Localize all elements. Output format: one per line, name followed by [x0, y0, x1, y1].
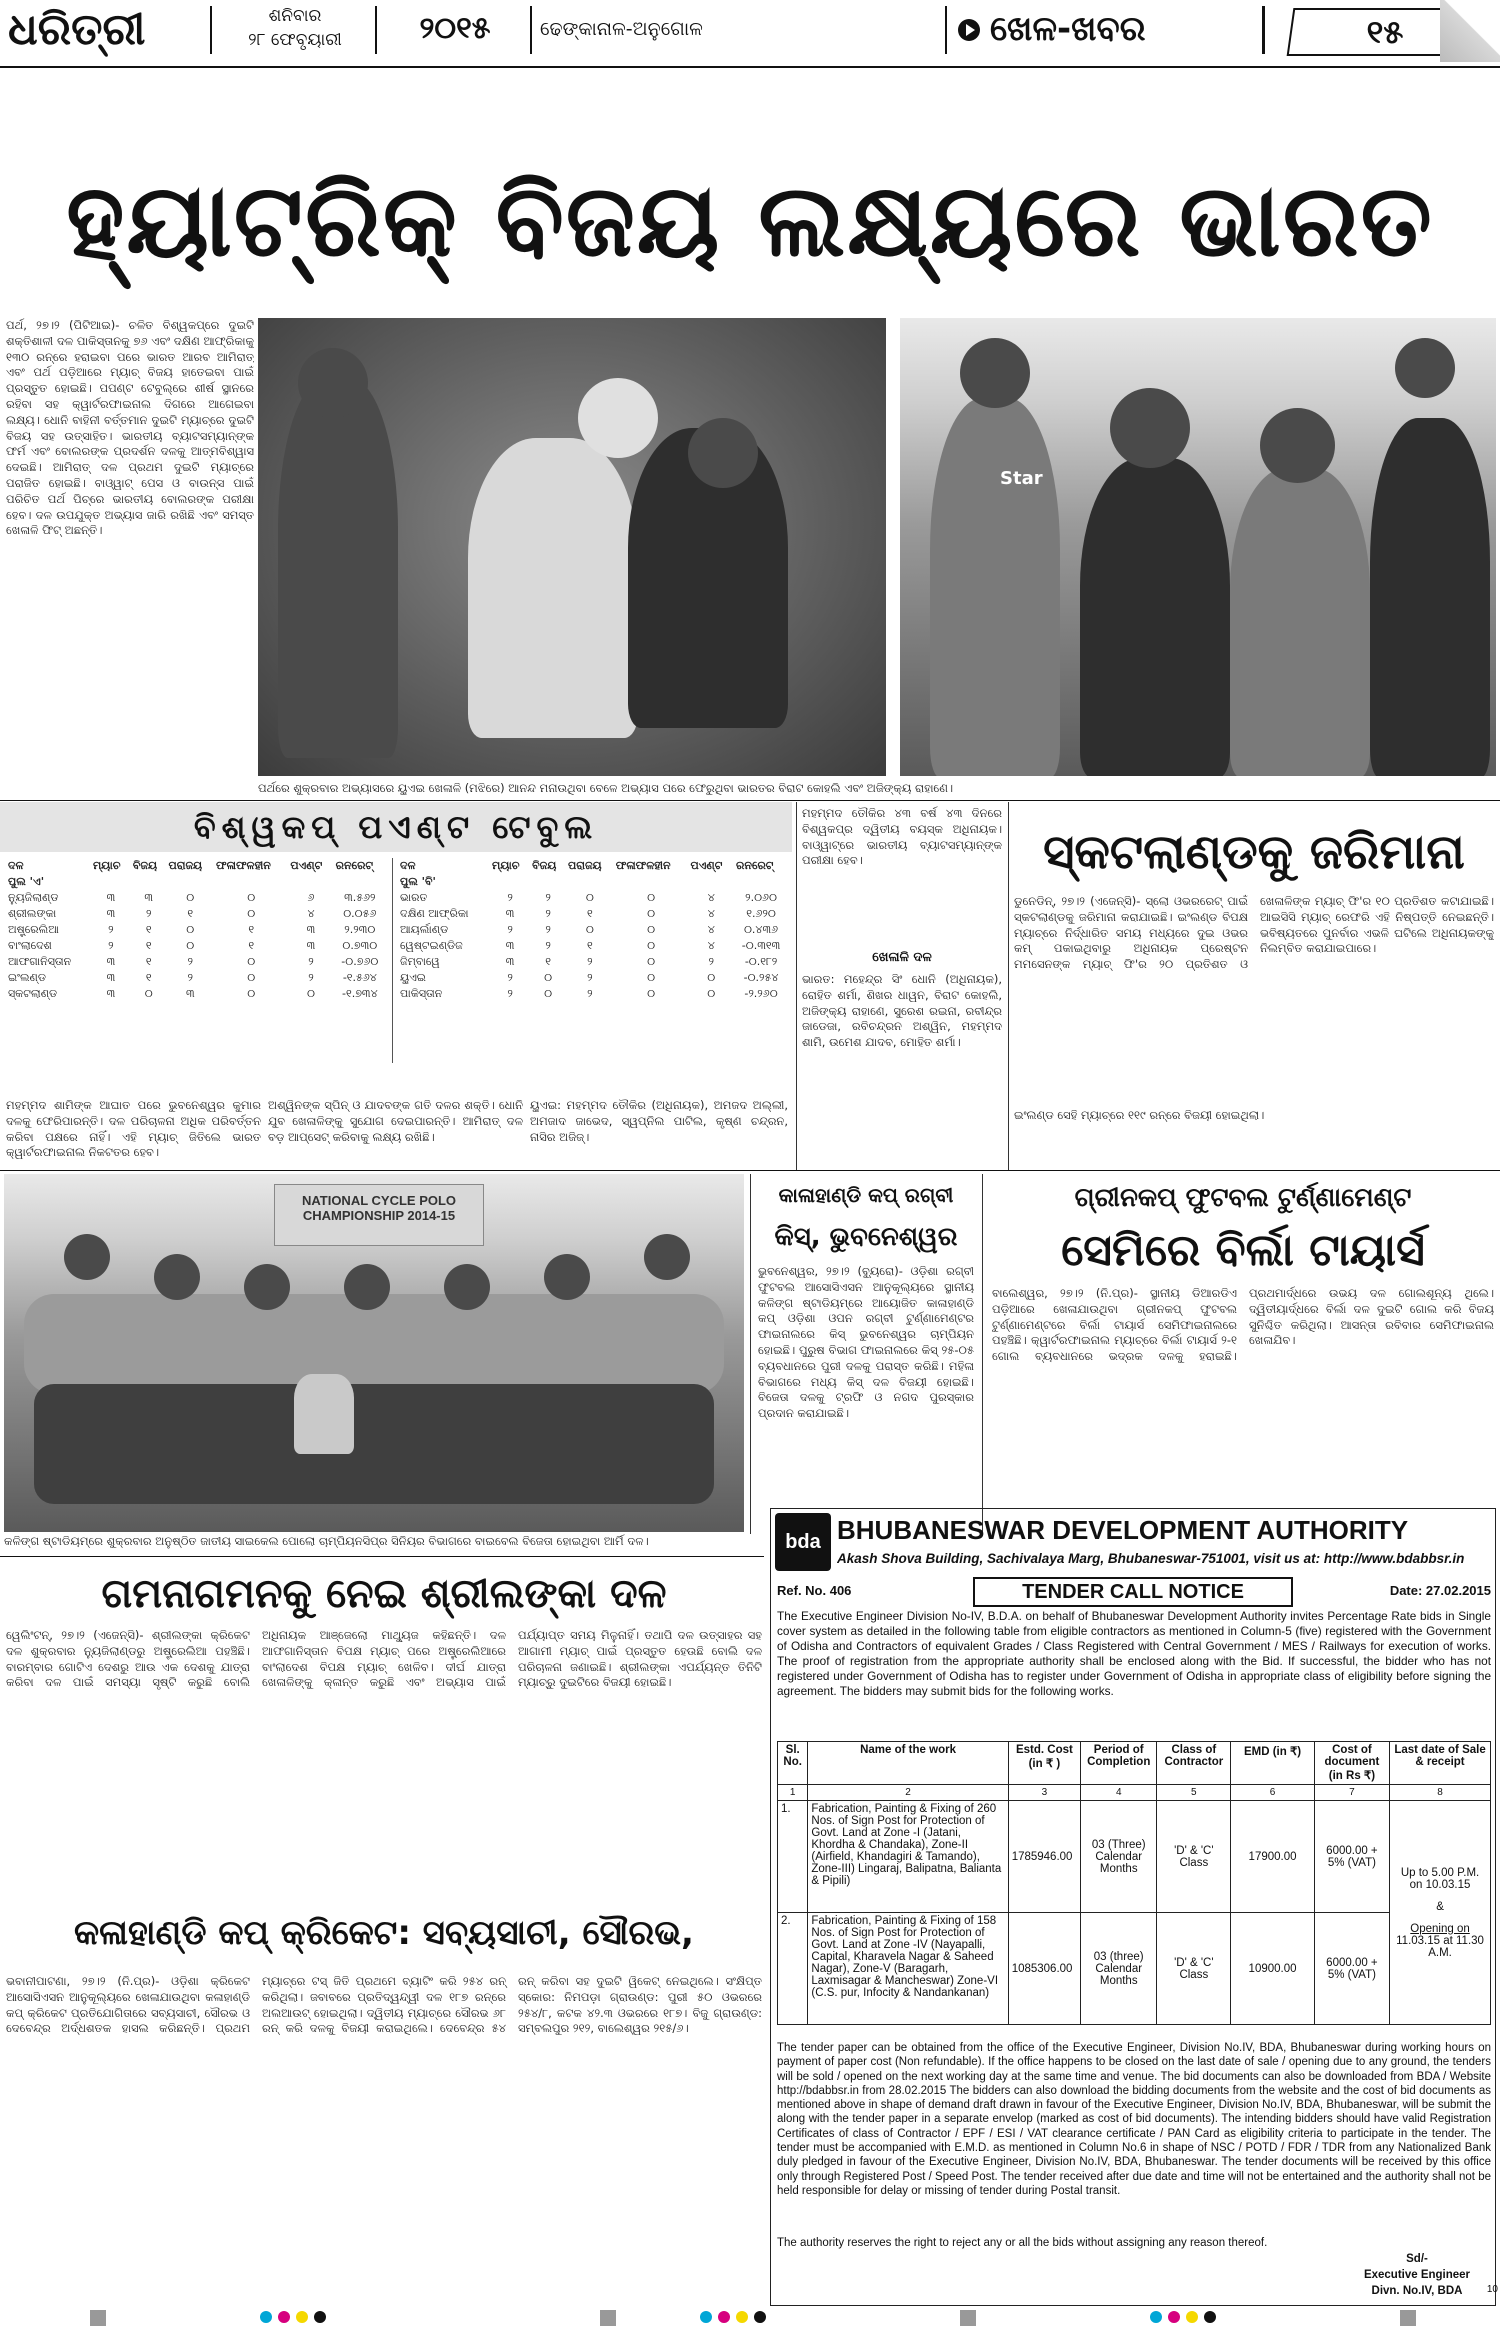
points-header: ଫଳାଫଳହୀନ	[615, 859, 671, 872]
team-name: ଜିମ୍ବାୱେ	[400, 955, 440, 968]
table-row	[398, 922, 788, 938]
cmyk-dots	[260, 2311, 350, 2325]
team-stat: ୦.୭୩୦	[342, 939, 378, 952]
col-num: 6	[1231, 1785, 1314, 1801]
greencup-body: ବାଲେଶ୍ୱର, ୨୭।୨ (ନି.ପ୍ର)- ସ୍ଥାନୀୟ ଡିଆରଡିଏ ପଡ଼ିଆରେ ଖେଳାଯାଉଥିବା ଗ୍ରୀନକପ୍ ଫୁଟବଲ ଟୁର୍ଣ୍ଣାମେଣ୍ଟରେ ବିର୍ଲା ଟାୟାର୍ସ ସେମିଫାଇନାଲରେ ପହଞ୍ଚିଛି। କ୍ୱାର୍ଟରଫାଇନାଲ ମ୍ୟାଚ୍‌ରେ ବିର୍ଲା ଟାୟାର୍ସ ୨-୧ ଗୋଲ ବ୍ୟବଧାନରେ ଭଦ୍ରକ ଦଳକୁ ହରାଇଛି। ପ୍ରଥମାର୍ଦ୍ଧରେ ଉଭୟ ଦଳ ଗୋଲଶୂନ୍ୟ ଥିଲେ। ଦ୍ୱିତୀୟାର୍ଦ୍ଧରେ ବିର୍ଲା ଦଳ ଦୁଇଟି ଗୋଲ କରି ବିଜୟ ସୁନିଶ୍ଚିତ କରିଥିଲା। ଆସନ୍ତା ରବିବାର ସେମିଫାଇନାଲ ଖେଳାଯିବ।	[992, 1286, 1494, 1364]
team-stat: ୪	[707, 939, 715, 952]
team-stat: ୦	[647, 891, 656, 904]
table-row	[6, 986, 386, 1002]
bda-footer: The tender paper can be obtained from the office of the Executive Engineer, Division No.IV, BDA, Bhubaneswar during working hours on payment of paper cost (Non refundable). If the office happens to be closed on the last date of sale / opening due to any ground, the tenders will be sold / opened on the next working day at the same time and venue. The bid documents can also be downloaded from BDA / Website http://bdabbsr.in from 28.02.2015 The bidders can also download the bidding documents from the website and the cost of bid documents as mentioned above in shape of demand draft drawn in favour of the Executive Engineer, Division No.IV, BDA, Bhubaneswar, will be submit the along with the tender paper in a separate envelop (marked as cost of bid documents). The intending bidders should have valid Registration Certificates of class of Contractor / EPF / ESI / VAT clearance certificate / PAN Card as eligibility criteria to participate in the tender. The tender must be accompanied with E.M.D. as mentioned in Column No.6 in shape of NSC / POTD / FDR / TDR from any Nationalized Bank duly pledged in favour of the Executive Engineer, Division No.IV, BDA, Bhubaneswar. The tender documents will be received by this office only through Registered Post / Speed Post. The tender received after due date and time will not be entertained and the authority shall not be held responsible for delay or missing of tender during Postal transit.	[777, 2042, 1491, 2197]
divider	[375, 6, 377, 54]
vertical-rule	[1008, 802, 1009, 1170]
team-stat: ୧	[145, 923, 152, 936]
row-doc: 6000.00 + 5% (VAT)	[1314, 1913, 1389, 2025]
team-stat: ୨	[507, 987, 513, 1000]
team-stat: ୦	[144, 987, 153, 1000]
team-stat: ୩	[106, 891, 116, 904]
bda-ref: Ref. No. 406	[777, 1583, 852, 1598]
col-num: 8	[1390, 1785, 1491, 1801]
row-last-date	[1390, 1801, 1491, 2025]
page-marker: 10	[1486, 2284, 1498, 2295]
team-name: ବାଂଲାଦେଶ	[8, 939, 52, 952]
table-row	[6, 922, 386, 938]
col-sl: Sl. No.	[778, 1742, 808, 1785]
team-stat: ୬	[307, 891, 315, 904]
team-stat: ୪	[307, 907, 315, 920]
team-stat: ୩	[505, 907, 515, 920]
photo-cycle-polo	[4, 1174, 744, 1532]
jersey-text: Star	[1000, 468, 1043, 489]
team-stat: ୨	[507, 971, 513, 984]
india-squad: ଭାରତ: ମହେନ୍ଦ୍ର ସିଂ ଧୋନି (ଅଧିନାୟକ), ରୋହିତ ଶର୍ମା, ଶିଖର ଧାୱନ, ବିରାଟ କୋହଲି, ଅଜିଙ୍କ୍ୟ ରାହାଣେ, ସୁରେଶ ରଇନା, ରବୀନ୍ଦ୍ର ଜାଡେଜା, ରବିଚନ୍ଦ୍ରନ ଅଶ୍ୱିନ, ମହମ୍ମଦ ଶାମି, ଉମେଶ ଯାଦବ, ମୋହିତ ଶର୍ମା।	[802, 972, 1002, 1050]
points-header: ରନରେଟ୍	[736, 859, 774, 872]
col-num: 2	[808, 1785, 1008, 1801]
row-cost: 1785946.00	[1008, 1801, 1080, 1913]
squad-label: ଖେଳାଳି ଦଳ	[872, 950, 932, 965]
rule	[0, 1170, 1500, 1171]
team-name: ୟୁଏଇ	[400, 971, 426, 984]
cmyk-dots	[1150, 2311, 1240, 2325]
team-stat: ୨	[308, 955, 314, 968]
team-stat: -୦.୨୫୪	[743, 971, 779, 984]
cmyk-dots	[700, 2311, 790, 2325]
scotland-body2: ଇଂଲଣ୍ଡ ସେହି ମ୍ୟାଚ୍‌ରେ ୧୧୯ ରନ୍‌ରେ ବିଜୟୀ ହୋଇଥିଲା।	[1014, 1108, 1265, 1122]
table-row	[398, 954, 788, 970]
divider	[945, 6, 947, 54]
srilanka-body: ୱେଲିଂଟନ୍, ୨୭।୨ (ଏଜେନ୍ସି)- ଶ୍ରୀଲଙ୍କା କ୍ରିକେଟ ଦଳ ଶୁକ୍ରବାର ନ୍ୟୁଜିଲାଣ୍ଡରୁ ଅଷ୍ଟ୍ରେଲିଆ ପହଞ୍ଚିଛି। ବାରମ୍ବାର ଗୋଟିଏ ଦେଶରୁ ଆଉ ଏକ ଦେଶକୁ ଯାତ୍ରା କରିବା ଦଳ ପାଇଁ ସମସ୍ୟା ସୃଷ୍ଟି କରୁଛି ବୋଲି ଅଧିନାୟକ ଆଞ୍ଜେଲୋ ମାଥ୍ୟୁଜ କହିଛନ୍ତି। ଦଳ ଆଫଗାନିସ୍ତାନ ବିପକ୍ଷ ମ୍ୟାଚ୍ ପରେ ଅଷ୍ଟ୍ରେଲିଆରେ ବାଂଲାଦେଶ ବିପକ୍ଷ ମ୍ୟାଚ୍ ଖେଳିବ। ଦୀର୍ଘ ଯାତ୍ରା ଖେଳାଳିଙ୍କୁ କ୍ଳାନ୍ତ କରୁଛି ଏବଂ ଅଭ୍ୟାସ ପାଇଁ ପର୍ଯ୍ୟାପ୍ତ ସମୟ ମିଳୁନାହିଁ। ତଥାପି ଦଳ ଉତ୍ସାହର ସହ ଆଗାମୀ ମ୍ୟାଚ୍ ପାଇଁ ପ୍ରସ୍ତୁତ ହେଉଛି ବୋଲି ଦଳ ପରିଚାଳନା ଜଣାଇଛି। ଶ୍ରୀଲଙ୍କା ଏପର୍ଯ୍ୟନ୍ତ ତିନିଟି ମ୍ୟାଚ୍‌ରୁ ଦୁଇଟିରେ ବିଜୟୀ ହୋଇଛି।	[6, 1628, 762, 1690]
greencup-kicker: ଗ୍ରୀନକପ୍ ଫୁଟବଲ ଟୁର୍ଣ୍ଣାମେଣ୍ଟ	[1074, 1183, 1412, 1213]
team-stat: ୦	[647, 971, 656, 984]
team-stat: ୦.୪୩୬	[743, 923, 779, 936]
team-name: ଇଂଲଣ୍ଡ	[8, 971, 47, 984]
table-row	[778, 1913, 1491, 2025]
bda-sign-div: Divn. No.IV, BDA	[1371, 2285, 1463, 2297]
team-stat: ୨	[308, 971, 314, 984]
team-stat: ୨.୦୬୦	[745, 891, 777, 904]
rule	[0, 800, 1500, 801]
logo: ଧରିତ୍ରୀ	[8, 4, 146, 55]
team-stat: ୩	[144, 891, 154, 904]
team-name: ସ୍କଟଲାଣ୍ଡ	[8, 987, 58, 1000]
row-doc: 6000.00 + 5% (VAT)	[1314, 1801, 1389, 1913]
points-table-pool-a	[6, 858, 386, 1068]
play-icon	[958, 19, 980, 41]
team-name: ଭାରତ	[400, 891, 428, 904]
team-stat: ୩	[306, 939, 316, 952]
team-stat: ୦	[647, 955, 656, 968]
divider	[530, 6, 532, 54]
col-work: Name of the work	[808, 1742, 1008, 1785]
team-stat: ୧	[145, 939, 152, 952]
lead-caption: ପର୍ଥରେ ଶୁକ୍ରବାର ଅଭ୍ୟାସରେ ୟୁଏଇ ଖେଳାଳି (ମଝିରେ) ଆନନ୍ଦ ମନାଉଥିବା ବେଳେ ଅଭ୍ୟାସ ପରେ ଫେରୁଥିବା ଭାରତର ବିରାଟ କୋହଲି ଏବଂ ଅଜିଙ୍କ୍ୟ ରାହାଣେ।	[258, 781, 954, 795]
team-stat: ୪	[707, 923, 715, 936]
col-num: 7	[1314, 1785, 1389, 1801]
points-table-divider	[392, 858, 393, 1063]
team-stat: ୦	[544, 971, 553, 984]
team-stat: ୦	[307, 987, 315, 1000]
team-stat: ୧	[587, 907, 593, 920]
points-header: ବିଜୟ	[132, 859, 158, 872]
row-period: 03 (Three) Calendar Months	[1081, 1801, 1157, 1913]
vertical-rule	[750, 1174, 751, 1534]
dot-yellow	[296, 2311, 308, 2323]
lead-headline: ହ୍ୟାଟ୍ରିକ୍ ବିଜୟ ଲକ୍ଷ୍ୟରେ ଭାରତ	[66, 162, 1434, 279]
gray-swatch	[90, 2310, 106, 2326]
team-stat: ୧.୬୨୦	[746, 907, 776, 920]
dot-black	[314, 2311, 326, 2323]
col-emd: EMD (in ₹)	[1231, 1742, 1314, 1785]
table-row	[398, 970, 788, 986]
team-stat: ୦	[585, 923, 594, 936]
team-stat: -୦.୭୬୦	[341, 955, 379, 968]
team-stat: ୩	[505, 939, 515, 952]
masthead	[0, 0, 1500, 62]
team-stat: ୦	[585, 891, 594, 904]
team-stat: ୦	[186, 939, 195, 952]
scotland-headline: ସ୍କଟଲାଣ୍ଡକୁ ଜରିମାନା	[1043, 824, 1465, 880]
table-row	[6, 890, 386, 906]
team-stat: ୩	[185, 987, 195, 1000]
team-stat: ୨	[708, 955, 714, 968]
team-stat: ୨	[507, 923, 513, 936]
team-stat: ୨	[507, 891, 513, 904]
issue-year: ୨୦୧୫	[419, 11, 491, 46]
team-stat: ୧	[145, 955, 152, 968]
team-stat: -୦.୩୧୩	[741, 939, 781, 952]
team-stat: ୨	[545, 939, 551, 952]
opening-date: 11.03.15 at 11.30 A.M.	[1396, 1934, 1484, 1959]
team-stat: ୨	[108, 939, 114, 952]
team-stat: ୦	[247, 955, 256, 968]
row-class: 'D' & 'C' Class	[1157, 1801, 1231, 1913]
section-title: ଖେଳ-ଖବର	[990, 9, 1146, 49]
team-stat: ୦	[186, 923, 195, 936]
bda-intro: The Executive Engineer Division No-IV, B.D.A. on behalf of Bhubaneswar Development Authority invites Percentage Rate bids in Single cover system as detailed in the following table from eligible contractors as mentioned in Column-5 (five) registered with the Government of Odisha and Contractors of equivalent Grades / Class Registered with Central Government / MES / Railways for execution of works. The proof of registration from the appropriate authority shall be enclosed along with the Bid. If successful, the bidder who has not registered under Government of Odisha has to register under Government of Odisha in appropriate class of eligibility before signing the agreement. The bidders may submit bids for the following works.	[777, 1609, 1491, 1698]
team-stat: ୦	[647, 939, 656, 952]
col-period: Period of Completion	[1081, 1742, 1157, 1785]
team-stat: ୩	[505, 955, 515, 968]
team-name: ପାକିସ୍ତାନ	[400, 987, 443, 1000]
team-stat: ୨.୨୩୦	[344, 923, 376, 936]
row-sl: 2.	[778, 1913, 808, 2025]
rugby-headline: କିସ୍, ଭୁବନେଶ୍ୱର	[774, 1222, 958, 1252]
points-header: ପରାଜୟ	[567, 859, 602, 872]
bda-footer-last: The authority reserves the right to reject any or all the bids without assigning any reason thereof.	[777, 2237, 1268, 2249]
points-header: ବିଜୟ	[532, 859, 557, 872]
issue-date: ୨୮ ଫେବୃୟାରୀ	[248, 30, 342, 50]
team-name: ୱେଷ୍ଟଇଣ୍ଡିଜ	[400, 939, 463, 952]
bda-address: Akash Shova Building, Sachivalaya Marg, Bhubaneswar-751001, visit us at: http://www.bdabbsr.in	[837, 1551, 1465, 1566]
bda-name: BHUBANESWAR DEVELOPMENT AUTHORITY	[837, 1515, 1409, 1545]
table-row	[398, 906, 788, 922]
team-stat: ୨	[108, 923, 114, 936]
col-num: 3	[1008, 1785, 1080, 1801]
team-stat: ୨	[587, 971, 593, 984]
team-name: ଆୟର୍ଲାଣ୍ଡ	[400, 923, 449, 936]
team-stat: ୧	[587, 939, 593, 952]
points-header: ମ୍ୟାଚ	[492, 859, 520, 872]
points-header: ରନରେଟ୍	[335, 859, 374, 872]
team-stat: ୩	[106, 955, 116, 968]
team-stat: ୦	[707, 971, 716, 984]
rule	[0, 66, 1500, 68]
team-name: ଅଷ୍ଟ୍ରେଲିଆ	[8, 923, 59, 936]
team-stat: ୨	[587, 955, 593, 968]
points-header: ପରାଜୟ	[168, 859, 203, 872]
banner-text: NATIONAL CYCLE POLO CHAMPIONSHIP 2014-15	[301, 1193, 457, 1223]
lead-body: ପର୍ଥ, ୨୭।୨ (ପିଟିଆଇ)- ଚଳିତ ବିଶ୍ୱକପ୍‌ରେ ଦୁଇଟି ଶକ୍ତିଶାଳୀ ଦଳ ପାକିସ୍ତାନକୁ ୭୬ ଏବଂ ଦକ୍ଷିଣ ଆଫ୍ରିକାକୁ ୧୩୦ ରନ୍‌ରେ ହରାଇବା ପରେ ଭାରତ ଆରବ ଆମିରାତ୍ ଏବଂ ପର୍ଥ ପଡ଼ିଆରେ ମ୍ୟାଚ୍ ବିଜୟ ହାତେଇବା ପାଇଁ ପ୍ରସ୍ତୁତ ହୋଇଛି। ପପଣ୍ଟ ଟେବୁଲ୍‌ରେ ଶୀର୍ଷ ସ୍ଥାନରେ ରହିବା ସହ କ୍ୱାର୍ଟରଫାଇନାଲ ଦିଗରେ ଆଗେଇବା ଲକ୍ଷ୍ୟ। ଧୋନି ବାହିନୀ ବର୍ତ୍ତମାନ ଦୁଇଟି ମ୍ୟାଚ୍‌ରେ ଦୁଇଟି ବିଜୟ ସହ ଉତ୍ସାହିତ। ଭାରତୀୟ ବ୍ୟାଟସମ୍ୟାନ୍‌ଙ୍କ ଫର୍ମ ଏବଂ ବୋଲରଙ୍କ ପ୍ରଦର୍ଶନ ଦଳକୁ ଆତ୍ମବିଶ୍ୱାସ ଦେଇଛି। ଆମିରାତ୍ ଦଳ ପ୍ରଥମ ଦୁଇଟି ମ୍ୟାଚ୍‌ରେ ପରାଜିତ ହୋଇଛି। ବାଓ୍ୱାଟ୍ ପେସ ଓ ବାଉନ୍ସ ପାଇଁ ପରିଚିତ ପର୍ଥ ପିଚ୍‌ରେ ଭାରତୀୟ ବୋଲରଙ୍କ ପରୀକ୍ଷା ହେବ। ଦଳ ଉପଯୁକ୍ତ ଅଭ୍ୟାସ ଜାରି ରଖିଛି ଏବଂ ସମସ୍ତ ଖେଳାଳି ଫିଟ୍ ଅଛନ୍ତି।	[6, 318, 254, 538]
divider	[1262, 6, 1265, 54]
lead-continue-col1: ମହମ୍ମଦ ଶାମିଙ୍କ ଆଘାତ ପରେ ଭୁବନେଶ୍ୱର କୁମାର ଦଳକୁ ଫେରିପାରନ୍ତି। ଦଳ ପରିଚାଳନା ଅଧିକ ପରିବର୍ତ୍ତନ କରିବା ପକ୍ଷରେ ନାହିଁ। ଏହି ମ୍ୟାଚ୍ ଜିତିଲେ ଭାରତ କ୍ୱାର୍ଟରଫାଇନାଲ ନିକଟତର ହେବ।	[6, 1098, 261, 1160]
team-stat: ୧	[248, 939, 255, 952]
team-stat: ୨	[545, 907, 551, 920]
pool-label: ପୁଲ 'ଏ'	[8, 875, 45, 888]
cricket-body: ଭବାନୀପାଟଣା, ୨୭।୨ (ନି.ପ୍ର)- ଓଡ଼ିଶା କ୍ରିକେଟ ଆସୋସିଏସନ ଆନୁକୂଲ୍ୟରେ ଖେଳାଯାଉଥିବା କଳାହାଣ୍ଡି କପ୍ କ୍ରିକେଟ ପ୍ରତିଯୋଗିତାରେ ସବ୍ୟସାଚୀ, ସୌରଭ ଓ ଦେବେନ୍ଦ୍ର ଅର୍ଦ୍ଧଶତକ ହାସଲ କରିଛନ୍ତି। ପ୍ରଥମ ମ୍ୟାଚ୍‌ରେ ଟସ୍ ଜିତି ପ୍ରଥମେ ବ୍ୟାଟିଂ କରି ୨୫୪ ରନ୍ କରିଥିଲା। ଜବାବରେ ପ୍ରତିଦ୍ୱନ୍ଦ୍ୱୀ ଦଳ ୧୮୭ ରନ୍‌ରେ ଅଲଆଉଟ୍ ହୋଇଥିଲା। ଦ୍ୱିତୀୟ ମ୍ୟାଚ୍‌ରେ ସୌରଭ ୬୮ ରନ୍ କରି ଦଳକୁ ବିଜୟୀ କରାଇଥିଲେ। ଦେବେନ୍ଦ୍ର ୫୪ ରନ୍ କରିବା ସହ ଦୁଇଟି ୱିକେଟ୍ ନେଇଥିଲେ। ସଂକ୍ଷିପ୍ତ ସ୍କୋର: ନିମପଡ଼ା ଗ୍ରାଉଣ୍ଡ: ପୁରୀ ୫୦ ଓଭରରେ ୨୫୪/୮, କଟକ ୪୨.୩ ଓଭରରେ ୧୮୭। ବିଜୁ ଗ୍ରାଉଣ୍ଡ: ସମ୍ବଲପୁର ୨୧୨, ବାଲେଶ୍ୱର ୨୧୫/୬।	[6, 1974, 762, 2036]
page-number: ୧୫	[1366, 13, 1404, 51]
points-header: ଦଳ	[8, 859, 24, 872]
rugby-kicker: କାଳାହାଣ୍ଡି କପ୍ ରଗ୍‌ବୀ	[778, 1183, 954, 1207]
photo-uae-practice	[258, 318, 886, 776]
print-marks	[0, 2308, 1500, 2328]
team-stat: ୩	[106, 971, 116, 984]
scotland-body: ଡୁନେଡିନ୍, ୨୭।୨ (ଏଜେନ୍ସି)- ସ୍ଲୋ ଓଭରରେଟ୍ ପାଇଁ ସ୍କଟଲାଣ୍ଡକୁ ଜରିମାନା କରାଯାଇଛି। ଇଂଲଣ୍ଡ ବିପକ୍ଷ ମ୍ୟାଚ୍‌ରେ ନିର୍ଦ୍ଧାରିତ ସମୟ ମଧ୍ୟରେ ଦୁଇ ଓଭର କମ୍ ପକାଇଥିବାରୁ ଅଧିନାୟକ ପ୍ରେଷ୍ଟନ ମମସେନଙ୍କ ମ୍ୟାଚ୍ ଫି'ର ୨୦ ପ୍ରତିଶତ ଓ ଖେଳାଳିଙ୍କ ମ୍ୟାଚ୍ ଫି'ର ୧୦ ପ୍ରତିଶତ କଟାଯାଇଛି। ଆଇସିସି ମ୍ୟାଚ୍ ରେଫରି ଏହି ନିଷ୍ପତ୍ତି ନେଇଛନ୍ତି। ଭବିଷ୍ୟତରେ ପୁନର୍ବାର ଏଭଳି ଘଟିଲେ ଅଧିନାୟକଙ୍କୁ ନିଲମ୍ବିତ କରାଯାଇପାରେ।	[1014, 894, 1494, 972]
greencup-headline: ସେମିରେ ବିର୍ଲା ଟାୟାର୍ସ	[1061, 1225, 1425, 1276]
vertical-rule	[982, 1174, 983, 1534]
bda-date: Date: 27.02.2015	[1389, 1583, 1491, 1598]
team-stat: ୪	[707, 891, 715, 904]
bda-sign-sd: Sd/-	[1406, 2253, 1428, 2265]
trophy	[294, 1374, 354, 1454]
team-stat: ୨	[545, 923, 551, 936]
col-num: 4	[1081, 1785, 1157, 1801]
bda-sign-name: Executive Engineer	[1363, 2269, 1471, 2281]
team-stat: ୦	[247, 907, 256, 920]
table-row	[6, 906, 386, 922]
points-table-box	[0, 802, 792, 1072]
rugby-body: ଭୁବନେଶ୍ୱର, ୨୭।୨ (ବ୍ୟୁରୋ)- ଓଡ଼ିଶା ରଗ୍‌ବୀ ଫୁଟବଲ ଆସୋସିଏସନ ଆନୁକୂଲ୍ୟରେ ସ୍ଥାନୀୟ କଳିଙ୍ଗ ଷ୍ଟାଡିୟମ୍‌ରେ ଆୟୋଜିତ କାଳାହାଣ୍ଡି କପ୍ ଓଡ଼ିଶା ଓପନ ରଗ୍‌ବୀ ଟୁର୍ଣ୍ଣାମେଣ୍ଟର ଫାଇନାଲରେ କିସ୍ ଭୁବନେଶ୍ୱର ଚାମ୍ପିୟନ ହୋଇଛି। ପୁରୁଷ ବିଭାଗ ଫାଇନାଲରେ କିସ୍ ୨୫-୦୫ ବ୍ୟବଧାନରେ ପୁରୀ ଦଳକୁ ପରାସ୍ତ କରିଛି। ମହିଳା ବିଭାଗରେ ମଧ୍ୟ କିସ୍ ଦଳ ବିଜୟୀ ହୋଇଛି। ବିଜେତା ଦଳକୁ ଟ୍ରଫି ଓ ନଗଦ ପୁରସ୍କାର ପ୍ରଦାନ କରାଯାଇଛି।	[758, 1264, 974, 1421]
photo-india-practice	[900, 318, 1496, 776]
team-stat: ୧	[145, 971, 152, 984]
issue-day: ଶନିବାର	[268, 6, 322, 26]
team-stat: ୧	[187, 907, 194, 920]
cycle-polo-caption: କଳିଙ୍ଗ ଷ୍ଟାଡିୟମ୍‌ରେ ଶୁକ୍ରବାର ଅନୁଷ୍ଠିତ ଜାତୀୟ ସାଇକେଲ ପୋଲୋ ଚାମ୍ପିୟନସିପ୍‌ର ସିନିୟର ବିଭାଗରେ ବାଇବେଲ ବିଜେତା ହୋଇଥିବା ଆର୍ମି ଦଳ।	[4, 1534, 649, 1548]
rule	[0, 1556, 764, 1557]
table-row	[778, 1801, 1491, 1913]
bda-table-wrap	[777, 1741, 1491, 2031]
team-stat: ୦.୦୫୬	[343, 907, 377, 920]
bda-notice-title: TENDER CALL NOTICE	[973, 1577, 1293, 1607]
dot-magenta	[278, 2311, 290, 2323]
team-stat: ୧	[545, 955, 551, 968]
col-num: 1	[778, 1785, 808, 1801]
points-header: ମ୍ୟାଚ	[92, 859, 121, 872]
team-stat: ୨	[187, 971, 193, 984]
lead-continue-col2: ଅଶ୍ୱିନଙ୍କ ସ୍ପିନ୍ ଓ ଯାଦବଙ୍କ ଗତି ଦଳର ଶକ୍ତି। ଧୋନି ଯୁବ ଖେଳାଳିଙ୍କୁ ସୁଯୋଗ ଦେଇପାରନ୍ତି। ଆମିରାତ୍ ଦଳ ବଡ଼ ଆପ୍‌ସେଟ୍ କରିବାକୁ ଲକ୍ଷ୍ୟ ରଖିଛି।	[268, 1098, 523, 1144]
bda-logo-text: bda	[785, 1531, 821, 1553]
team-stat: ୨	[145, 907, 152, 920]
team-stat: ୦	[647, 907, 656, 920]
team-stat: ୦	[247, 987, 256, 1000]
team-stat: -୧.୭୩୪	[342, 987, 378, 1000]
pool-label: ପୁଲ 'ବି'	[400, 875, 436, 888]
team-stat: ୦	[186, 891, 195, 904]
points-header: ପଏଣ୍ଟ	[690, 859, 723, 872]
team-stat: ୦	[247, 971, 256, 984]
page-corner	[1440, 0, 1500, 62]
last-date-amp: &	[1436, 1900, 1444, 1913]
points-header: ଦଳ	[400, 859, 416, 872]
team-name: ଶ୍ରୀଲଙ୍କା	[8, 907, 57, 920]
bda-logo	[775, 1513, 831, 1571]
team-name: ନ୍ୟୁଜିଲାଣ୍ଡ	[8, 891, 59, 904]
team-stat: -୨.୨୬୦	[744, 987, 778, 1000]
row-period: 03 (three) Calendar Months	[1081, 1913, 1157, 2025]
team-name: ଦକ୍ଷିଣ ଆଫ୍ରିକା	[400, 907, 469, 920]
edition: ଢେଙ୍କାନାଳ-ଅନୁଗୋଳ	[540, 18, 703, 40]
team-stat: ୦	[647, 923, 656, 936]
team-stat: ୩	[106, 907, 116, 920]
team-stat: ୦	[707, 987, 716, 1000]
gray-swatch	[1400, 2310, 1416, 2326]
gray-swatch	[960, 2310, 976, 2326]
col-cost: Estd. Cost (in ₹ )	[1008, 1742, 1080, 1785]
table-row	[6, 954, 386, 970]
team-stat: ୧	[248, 923, 255, 936]
last-date-sale: Up to 5.00 P.M. on 10.03.15	[1400, 1866, 1480, 1891]
points-table-title: ବିଶ୍ୱକପ୍ ପଏଣ୍ଟ ଟେବୁଲ	[193, 808, 599, 846]
row-work: Fabrication, Painting & Fixing of 260 Nos. of Sign Post for Protection of Govt. Land at Zone -I (Jatani, Khordha & Chandaka), Zone-II (Airfield, Khandagiri & Tamando), Zone-III) Lingaraj, Balipatna, Balianta & Pipili)	[808, 1801, 1008, 1913]
team-stat: ୦	[247, 891, 256, 904]
team-name: ଆଫଗାନିସ୍ତାନ	[8, 955, 72, 968]
team-stat: ୨	[587, 987, 593, 1000]
row-class: 'D' & 'C' Class	[1157, 1913, 1231, 2025]
table-row	[398, 986, 788, 1002]
team-stat: ୦	[544, 987, 553, 1000]
lead-continue-col2b: ୟୁଏଇ: ମହମ୍ମଦ ତୌକିର (ଅଧିନାୟକ), ଅମଜଦ ଅଲ୍ଲୀ, ଅମଜାଦ ଜାଭେଦ, ସ୍ୱପ୍ନିଲ ପାଟିଲ, କୃଷ୍ଣ ଚନ୍ଦ୍ରନ, ନାସିର ଅଜିଜ୍।	[530, 1098, 788, 1144]
table-row	[6, 938, 386, 954]
divider	[210, 6, 212, 54]
dot-cyan	[260, 2311, 272, 2323]
col-doc: Cost of document (in Rs ₹)	[1314, 1742, 1389, 1785]
banner	[274, 1184, 484, 1246]
team-stat: ୨	[545, 891, 551, 904]
team-stat: ୦	[647, 987, 656, 1000]
col-num: 5	[1157, 1785, 1231, 1801]
team-stat: ୪	[707, 907, 715, 920]
team-stat: -୦.୧୮୨	[744, 955, 778, 968]
row-sl: 1.	[778, 1801, 808, 1913]
team-stat: ୩	[306, 923, 316, 936]
gray-swatch	[600, 2310, 616, 2326]
points-header: ପଏଣ୍ଟ	[290, 859, 323, 872]
vertical-rule	[796, 802, 797, 1170]
table-row	[398, 938, 788, 954]
team-stat: ୩.୫୬୨	[344, 891, 376, 904]
opening-label: Opening on	[1410, 1922, 1470, 1935]
col-class: Class of Contractor	[1157, 1742, 1231, 1785]
col-last: Last date of Sale & receipt	[1390, 1742, 1491, 1785]
points-table-pool-b	[398, 858, 788, 1068]
bda-tender-ad	[770, 1508, 1496, 2306]
row-cost: 1085306.00	[1008, 1913, 1080, 2025]
lead-continue-col3: ମହମ୍ମଦ ତୌକିର ୪୩ ବର୍ଷ ୪୩ ଦିନରେ ବିଶ୍ୱକପ୍‌ର ଦ୍ୱିତୀୟ ବୟସ୍କ ଅଧିନାୟକ। ବାଓ୍ୱାଟ୍‌ରେ ଭାରତୀୟ ବ୍ୟାଟସମ୍ୟାନ୍‌ଙ୍କ ପରୀକ୍ଷା ହେବ।	[802, 806, 1002, 868]
row-emd: 10900.00	[1231, 1913, 1314, 2025]
cricket-headline: କଳାହାଣ୍ଡି କପ୍ କ୍ରିକେଟ: ସବ୍ୟସାଚୀ, ସୌରଭ,	[74, 1913, 694, 1953]
srilanka-headline: ଗମନାଗମନକୁ ନେଇ ଶ୍ରୀଲଙ୍କା ଦଳ	[101, 1571, 667, 1617]
row-work: Fabrication, Painting & Fixing of 158 Nos. of Sign Post for Protection of Govt. Land at Zone -IV (Nayapalli, Capital, Kharavela Nagar & Saheed Nagar), Zone-V (Baragarh, Laxmisagar & Mancheswar) Zone-VI (C.S. pur, Infocity & Nandankanan)	[808, 1913, 1008, 2025]
team-stat: ୨	[187, 955, 193, 968]
team-stat: ୩	[106, 987, 116, 1000]
table-row	[6, 970, 386, 986]
row-emd: 17900.00	[1231, 1801, 1314, 1913]
points-header: ଫଳାଫଳହୀନ	[216, 859, 271, 872]
team-stat: -୧.୫୬୪	[342, 971, 377, 984]
table-row	[398, 890, 788, 906]
